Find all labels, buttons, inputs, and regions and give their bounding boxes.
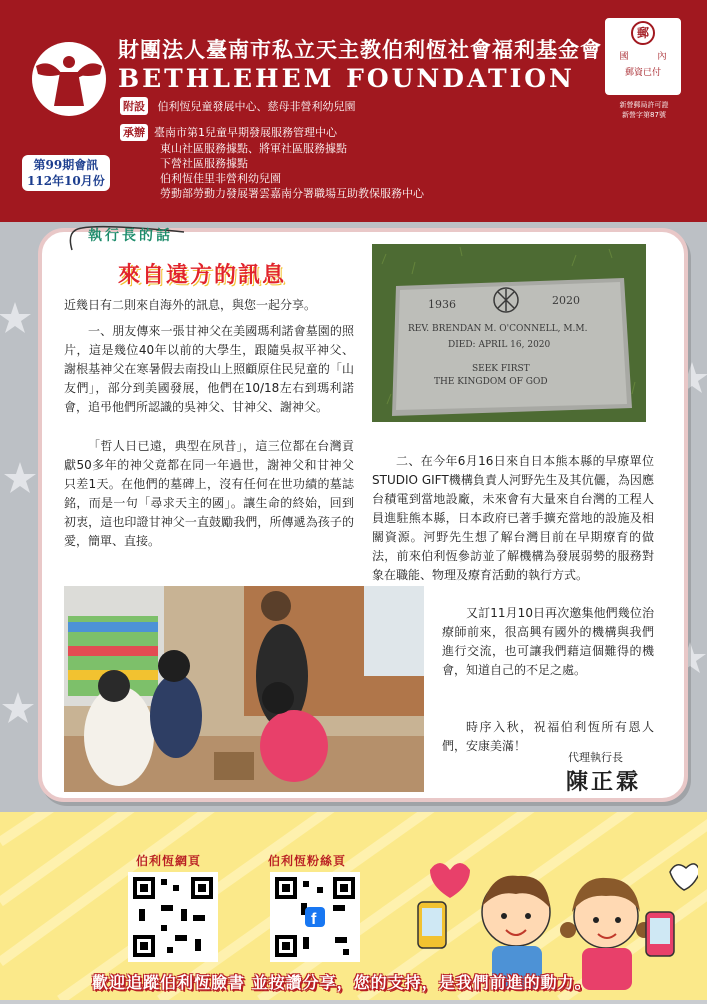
headstone-name: REV. BRENDAN M. O'CONNELL, M.M. bbox=[408, 324, 588, 334]
svg-text:f: f bbox=[311, 911, 317, 928]
postage-right: 內 bbox=[657, 52, 667, 62]
postage-stamp bbox=[603, 16, 683, 97]
paragraph-5: 時序入秋，祝福伯利恆所有恩人們，安康美滿！ bbox=[442, 720, 654, 753]
contract-line: 勞動部勞動力發展署雲嘉南分署職場互助教保服務中心 bbox=[160, 187, 424, 200]
headstone-year-end: 2020 bbox=[552, 294, 580, 307]
postage-seal: 郵 bbox=[631, 21, 655, 45]
affiliates-text: 伯利恆兒童發展中心、慈母非營利幼兒園 bbox=[157, 100, 356, 113]
headstone-motto-2: THE KINGDOM OF GOD bbox=[434, 377, 548, 387]
foundation-name-cn: 財團法人臺南市私立天主教伯利恆社會福利基金會 bbox=[118, 37, 602, 62]
kids-illustration bbox=[408, 850, 698, 990]
chi-rho-icon bbox=[492, 286, 520, 314]
paragraph-3: 二、在今年6月16日來自日本熊本縣的早療單位STUDIO GIFT機構負責人河野先生及其伉儷，為因應台積電到當地設廠，未來會有大量來自台灣的工程人員進駐熊本縣，日本政府已著手擴充當地的設施及相關資源。河野先生想了解台灣目前在早期療育的做法，前來伯利恆參訪並了解機構為發展弱勢的服務對象在職能、物理及療育活動的執行方式。 bbox=[372, 454, 654, 582]
qr-label-website: 伯利恆網頁 bbox=[136, 854, 202, 868]
header-banner bbox=[0, 0, 707, 222]
contract-list bbox=[120, 124, 424, 201]
headstone-died: DIED: APRIL 16, 2020 bbox=[448, 340, 551, 350]
issue-number: 第99期會訊 bbox=[33, 158, 99, 172]
headstone-photo bbox=[372, 244, 646, 422]
affiliates-row bbox=[120, 97, 356, 115]
qr-code-fanpage-icon bbox=[273, 875, 357, 959]
headstone-motto-1: SEEK FIRST bbox=[472, 364, 530, 374]
permit-line-2: 新營字第87號 bbox=[622, 111, 666, 119]
visit-photo bbox=[64, 586, 424, 792]
paragraph-2: 「哲人日已遠，典型在夙昔」，這三位都在台灣貢獻50多年的神父竟都在同一年過世，謝神父和甘神父只差1天。在他們的墓碑上，沒有任何在世功績的墓誌銘，而是一句「尋求天主的國」。讓生命的終始，回到初衷，這也印證甘神父一直鼓勵我們，所傳遞為孩子的愛，簡單、直接。 bbox=[64, 439, 354, 548]
issue-badge bbox=[22, 155, 110, 191]
footer-banner: 歡迎追蹤伯利恆臉書 並按讚分享，您的支持，是我們前進的動力。 bbox=[92, 973, 592, 992]
contract-badge: 承辦 bbox=[120, 124, 148, 141]
qr-label-fanpage: 伯利恆粉絲頁 bbox=[268, 854, 347, 868]
visit-scene bbox=[64, 586, 424, 792]
permit-line-1: 新營郵局許可證 bbox=[619, 101, 669, 109]
issue-date: 112年10月份 bbox=[27, 174, 105, 188]
qr-code-fanpage[interactable] bbox=[270, 872, 360, 962]
contract-line: 下營社區服務據點 bbox=[160, 157, 248, 170]
foundation-name-en: BETHLEHEM FOUNDATION bbox=[118, 64, 575, 93]
section-tag: 執行長的話 bbox=[88, 228, 173, 244]
paragraph-1: 一、朋友傳來一張甘神父在美國瑪利諾會墓園的照片，這是幾位40年以前的大學生，跟隨吳叔平神父、謝根基神父在寒暑假去南投山上照顧原住民兒童的「山友們」，部分到美國發展，他們在10/18左右到瑪利諾會，追弔他們所認識的吳神父、甘神父、謝神父。 bbox=[64, 324, 354, 414]
contract-line: 伯利恆佳里非營利幼兒園 bbox=[160, 172, 281, 185]
qr-code-website[interactable] bbox=[128, 872, 218, 962]
affiliate-badge: 附設 bbox=[120, 97, 148, 115]
headstone-year-start: 1936 bbox=[428, 298, 456, 311]
contract-line: 東山社區服務據點、將軍社區服務據點 bbox=[160, 142, 347, 155]
contract-line: 臺南市第1兒童早期發展服務管理中心 bbox=[154, 126, 337, 139]
angel-logo-icon bbox=[26, 40, 112, 118]
qr-code-website-icon bbox=[131, 875, 215, 959]
postage-paid: 郵資已付 bbox=[624, 68, 661, 78]
signer-title: 代理執行長 bbox=[568, 751, 623, 764]
postage-permit bbox=[604, 100, 684, 120]
article-headline: 來自遠方的訊息 bbox=[118, 262, 287, 288]
article-intro: 近幾日有二則來自海外的訊息，與您一起分享。 bbox=[64, 298, 317, 312]
postage-left: 國 bbox=[619, 52, 629, 62]
paragraph-4: 又訂11月10日再次邀集他們幾位治療師前來，很高興有國外的機構與我們進行交流，也可讓我們藉這個難得的機會，知道自己的不足之處。 bbox=[442, 606, 654, 677]
signer-name: 陳正霖 bbox=[566, 769, 642, 795]
